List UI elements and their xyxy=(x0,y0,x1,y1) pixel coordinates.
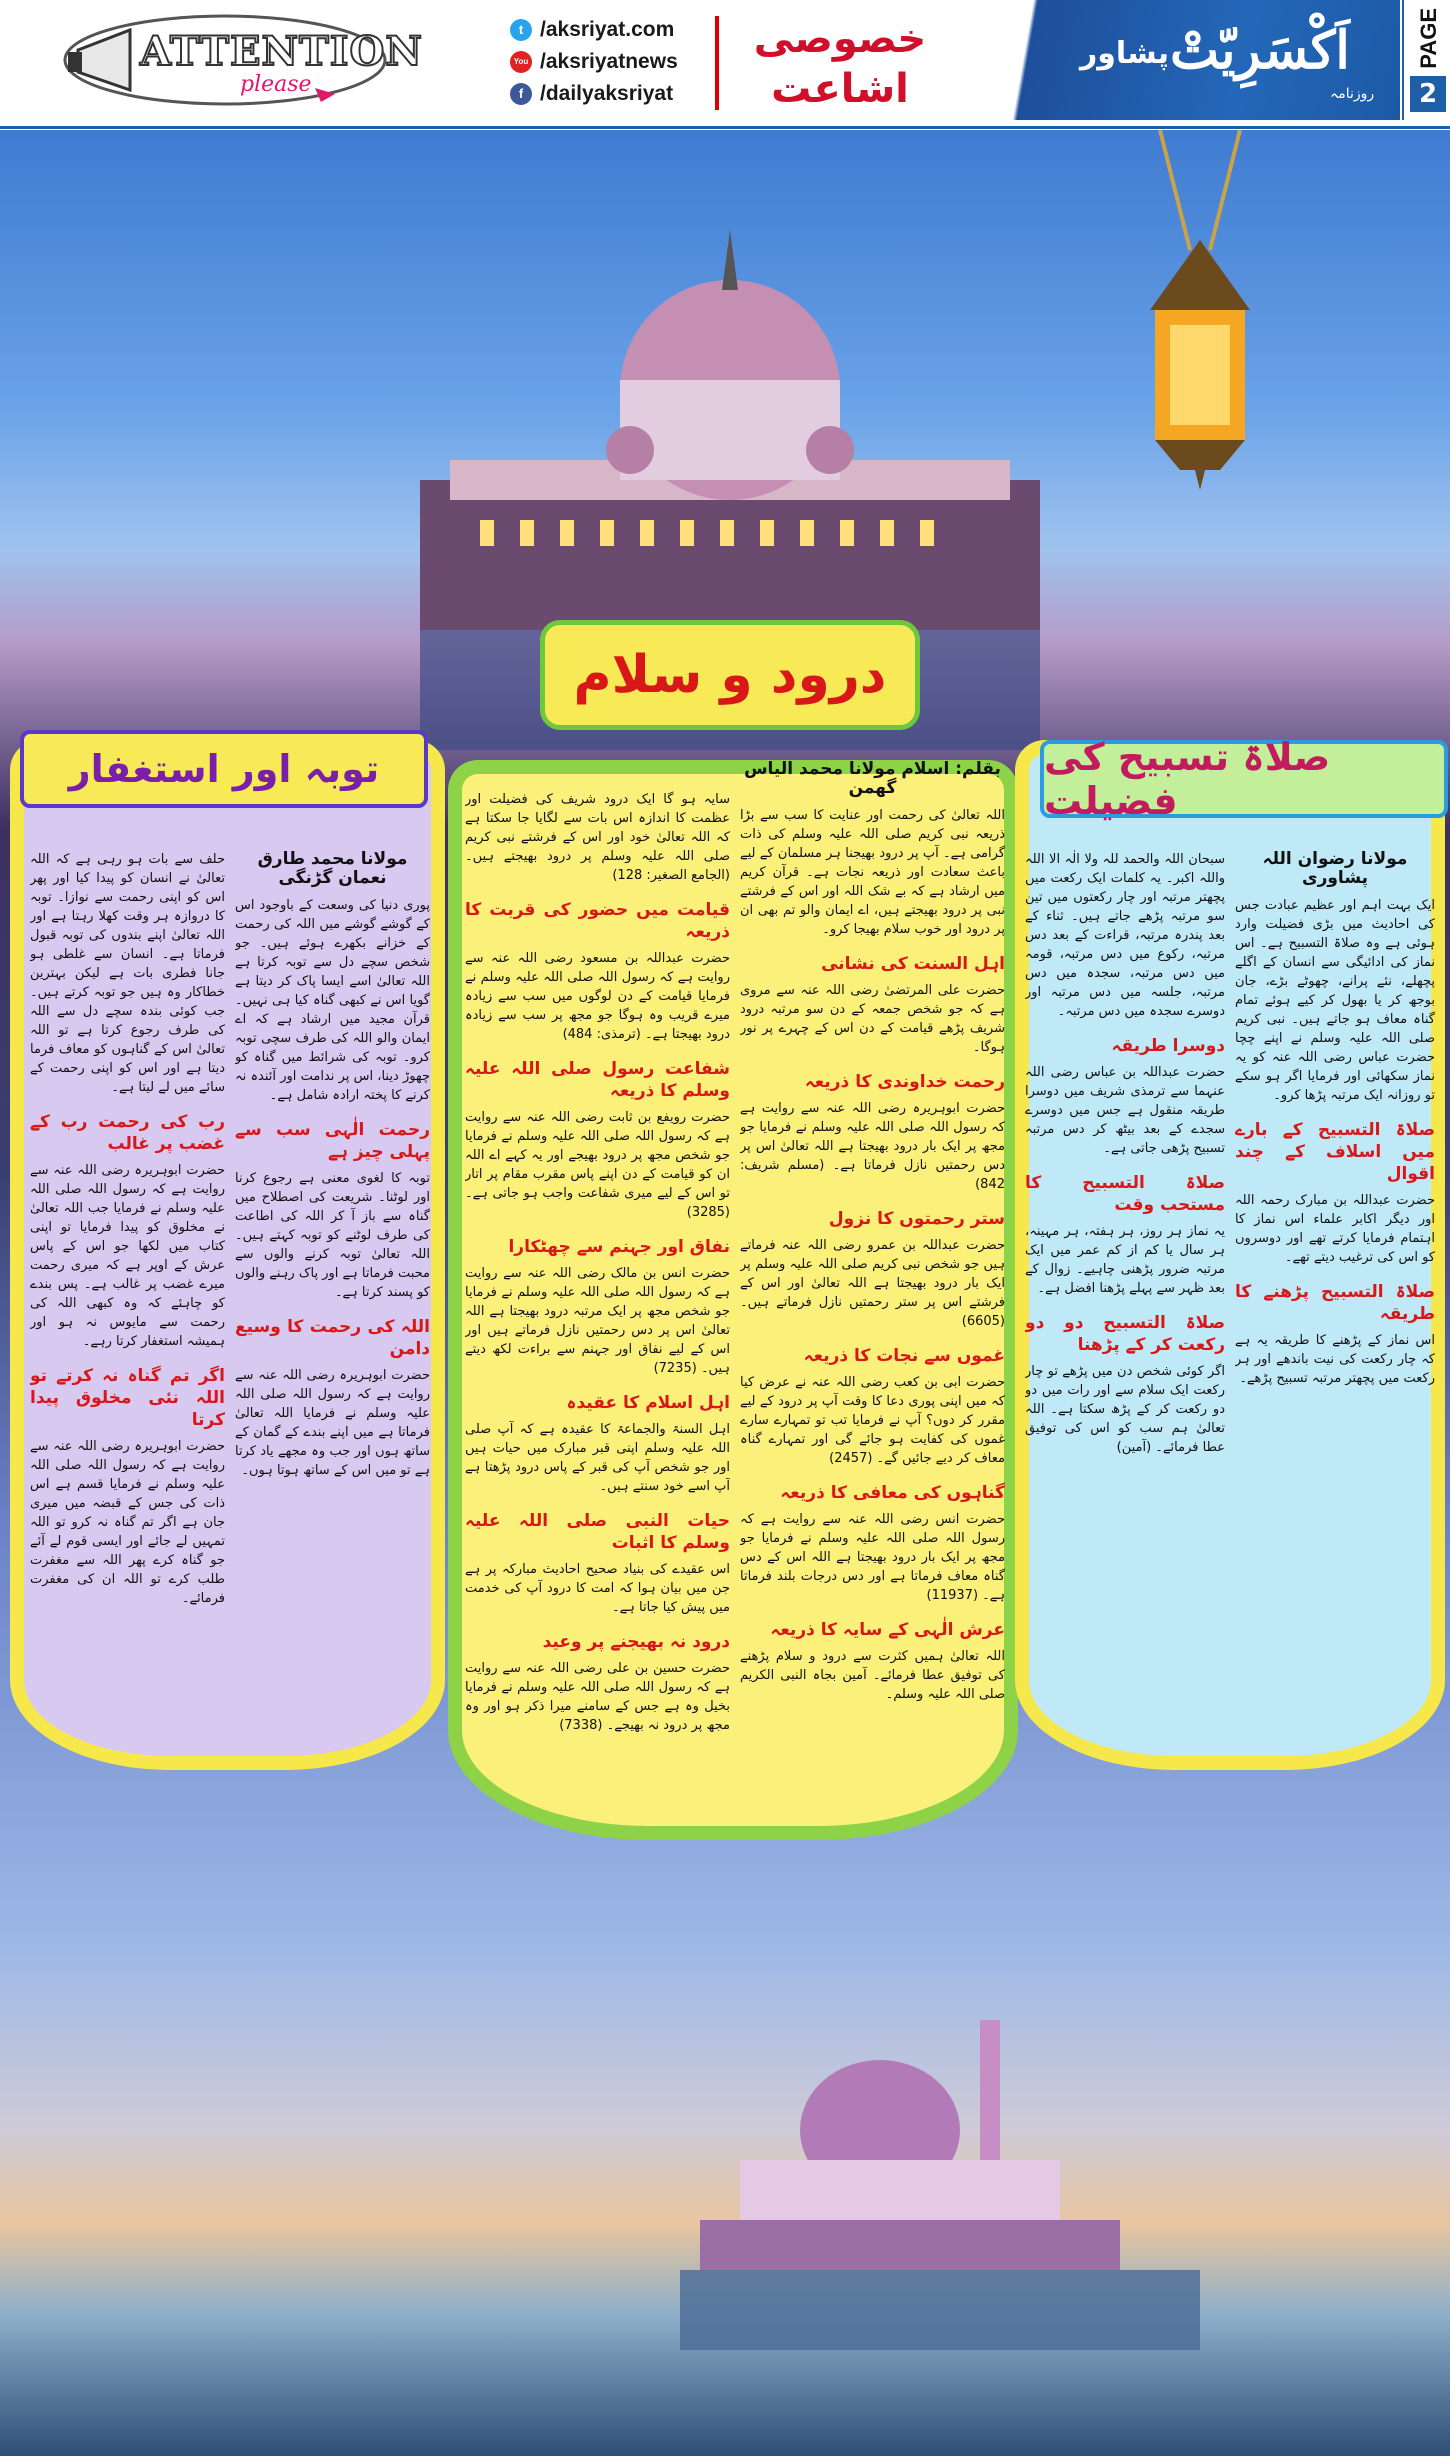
lantern-icon xyxy=(1100,130,1300,570)
tauba-col1-h3: اگر تم گناہ نہ کرتے تو اللہ نئی مخلوق پیدا کرتا xyxy=(30,1366,225,1430)
durood-col2-h7: عرش الٰہی کے سایہ کا ذریعہ xyxy=(770,1620,1005,1640)
durood-byline: بقلم: اسلام مولانا محمد الیاس گھمن xyxy=(744,760,1001,798)
tauba-column-2 xyxy=(235,850,430,1730)
tauba-col2-h2: رحمت الٰہی سب سے پہلی چیز ہے xyxy=(235,1120,430,1162)
tauba-col1-h2: رب کی رحمت رب کے غضب پر غالب xyxy=(30,1112,225,1154)
tasbeeh-col1-h3: صلاۃ التسبیح پڑھنے کا طریقہ xyxy=(1235,1282,1435,1324)
durood-col2-h2: اہل السنت کی نشانی xyxy=(821,954,1005,974)
tasbeeh-column-2 xyxy=(1235,850,1435,1730)
durood-column-2 xyxy=(740,760,1005,1820)
tasbeeh-col1-p1: ایک بہت اہم اور عظیم عبادت جس کی احادیث میں بڑی فضیلت وارد ہوئی ہے وہ صلاۃ التسبیح ہے۔ اس نماز کی ادائیگی سے انسان کے اگلے پچھلے، نئے پرانے، چھوٹے بڑے، جان بوجھ کر یا بھول کر کیے ہوئے تمام گناہ معاف ہو جاتے ہیں۔ نبی کریم صلی اللہ علیہ وسلم نے اپنے چچا حضرت عباس رضی اللہ عنہ کو یہ نماز سکھائی اور فرمایا اگر ہو سکے تو روزانہ ایک مرتبہ پڑھا کرو۔ xyxy=(1235,898,1435,1103)
tauba-col1-p3: حضرت ابوہریرہ رضی اللہ عنہ سے روایت ہے کہ رسول اللہ صلی اللہ علیہ وسلم نے فرمایا قسم ہے اس ذات کی جس کے قبضہ میں میری جان ہے اگر تم گناہ نہ کرو تو اللہ تمہیں لے جائے اور ایسی قوم لے آئے جو گناہ کرے پھر اللہ سے مغفرت طلب کرے تو اللہ ان کی مغفرت فرمائے۔ xyxy=(30,1439,225,1606)
brand-city: پشاور xyxy=(1080,36,1169,71)
durood-col2-p7: اللہ تعالیٰ ہمیں کثرت سے درود و سلام پڑھنے کی توفیق عطا فرمائے۔ آمین بجاہ النبی الکریم صلی اللہ علیہ وسلم۔ xyxy=(740,1649,1005,1702)
section-title-durood: درود و سلام xyxy=(540,620,920,730)
durood-col2-p6: حضرت انس رضی اللہ عنہ سے روایت ہے کہ رسول اللہ صلی اللہ علیہ وسلم نے فرمایا جو مجھ پر ایک بار درود بھیجتا ہے اللہ اس کے دس گناہ معاف فرماتا ہے اور دس درجات بلند فرماتا ہے۔ (11937) xyxy=(740,1512,1005,1603)
tasbeeh-col1-p2: حضرت عبداللہ بن مبارک رحمہ اللہ اور دیگر اکابر علماء اس نماز کا اہتمام فرمایا کرتے تھے اور دوسروں کو اس کی ترغیب دیتے تھے۔ xyxy=(1235,1193,1435,1265)
durood-col1-p1: سایہ ہو گا ایک درود شریف کی فضیلت اور عظمت کا اندازہ اس بات سے لگایا جا سکتا ہے کہ اللہ تعالیٰ خود اور اس کے فرشتے نبی کریم صلی اللہ علیہ وسلم پر درود بھیجتے ہیں۔ (الجامع الصغیر: 128) xyxy=(465,792,730,883)
social-links xyxy=(510,14,730,110)
durood-col2-h5: غموں سے نجات کا ذریعہ xyxy=(803,1346,1005,1366)
masthead xyxy=(0,0,1450,129)
special-line-1: خصوصی xyxy=(753,16,927,62)
tasbeeh-col2-p2: حضرت عبداللہ بن عباس رضی اللہ عنہما سے ترمذی شریف میں دوسرا طریقہ منقول ہے جس میں دوسرے سجدے کے بعد بیٹھ کر دس مرتبہ تسبیح پڑھی جاتی ہے۔ xyxy=(1025,1065,1225,1156)
tauba-byline: مولانا محمد طارق نعمان گڑنگی xyxy=(257,850,408,888)
youtube-handle: /aksriyatnews xyxy=(540,50,678,73)
durood-col1-p4: حضرت انس بن مالک رضی اللہ عنہ سے روایت ہے کہ رسول اللہ صلی اللہ علیہ وسلم نے فرمایا جو شخص مجھ پر ایک مرتبہ درود بھیجتا ہے اللہ تعالیٰ اس پر دس رحمتیں نازل فرماتے ہیں اور اس کے لیے نفاق اور جہنم سے براءت لکھ دیتے ہیں۔ (7235) xyxy=(465,1266,730,1376)
tauba-col2-p2: توبہ کا لغوی معنی ہے رجوع کرنا اور لوٹنا۔ شریعت کی اصطلاح میں گناہ سے باز آ کر اللہ کی اطاعت کی طرف لوٹنے کو توبہ کہتے ہیں۔ اللہ تعالیٰ توبہ کرنے والوں سے محبت فرماتا ہے اور پاک رہنے والوں کو پسند کرتا ہے۔ xyxy=(235,1171,430,1300)
durood-col2-p1: اللہ تعالیٰ کی رحمت اور عنایت کا سب سے بڑا ذریعہ نبی کریم صلی اللہ علیہ وسلم کی ذات گرامی ہے۔ آپ پر درود بھیجنا ہر مسلمان کے لیے باعث سعادت اور ذریعہ نجات ہے۔ قرآن کریم میں ارشاد ہے کہ بے شک اللہ اور اس کے فرشتے نبی پر درود بھیجتے ہیں، اے ایمان والو تم بھی ان پر درود اور خوب سلام بھیجا کرو۔ xyxy=(740,808,1005,937)
durood-col2-h6: گناہوں کی معافی کا ذریعہ xyxy=(780,1483,1005,1503)
tauba-col2-p1: پوری دنیا کی وسعت کے باوجود اس کے گوشے گوشے میں اللہ کی رحمت کے خزانے بکھرے ہوئے ہیں۔ جو شخص سچے دل سے توبہ کرتا ہے اللہ تعالیٰ اسے ایسا پاک کر دیتا ہے گویا اس نے کبھی گناہ کیا ہی نہیں۔ قرآن مجید میں ارشاد ہے کہ اے ایمان والو اللہ کی طرف سچی توبہ کرو۔ توبہ کی شرائط میں گناہ کو چھوڑ دینا، اس پر ندامت اور آئندہ نہ کرنے کا پختہ ارادہ شامل ہے۔ xyxy=(235,898,430,1103)
durood-col2-h3: رحمت خداوندی کا ذریعہ xyxy=(804,1072,1005,1092)
section-title-salat-tasbeeh: صلاۃ تسبیح کی فضیلت xyxy=(1040,740,1448,818)
tasbeeh-col2-h2: دوسرا طریقہ xyxy=(1111,1036,1225,1056)
facebook-handle: /dailyaksriyat xyxy=(540,82,674,105)
durood-col1-p3: حضرت رویفع بن ثابت رضی اللہ عنہ سے روایت ہے کہ رسول اللہ صلی اللہ علیہ وسلم نے فرمایا جو شخص مجھ پر درود بھیجے اور یہ کہے اے اللہ ان کو قیامت کے دن اپنے پاس مقرب مقام پر اتار تو اس کے لیے میری شفاعت واجب ہو جاتی ہے۔ (3285) xyxy=(465,1110,730,1220)
brand-daily: روزنامہ xyxy=(1330,86,1375,102)
tasbeeh-col2-h4: صلاۃ التسبیح دو دو رکعت کر کے پڑھنا xyxy=(1025,1313,1225,1355)
social-youtube[interactable] xyxy=(510,46,730,78)
tauba-col2-p3: حضرت ابوہریرہ رضی اللہ عنہ سے روایت ہے کہ رسول اللہ صلی اللہ علیہ وسلم نے فرمایا اللہ تعالیٰ فرماتا ہے میں اپنے بندے کے گمان کے ساتھ ہوں اور جب وہ مجھے یاد کرتا ہے تو میں اس کے ساتھ ہوتا ہوں۔ xyxy=(235,1368,430,1478)
attention-subtitle: please xyxy=(240,72,312,97)
facebook-icon: f xyxy=(510,83,532,105)
durood-col2-p5: حضرت ابی بن کعب رضی اللہ عنہ نے عرض کیا کہ میں اپنی پوری دعا کا وقت آپ پر درود کے لیے مقرر کر دوں؟ آپ نے فرمایا تب تو تمہارے سارے غموں کی کفایت ہو جائے گی اور تمہارے گناہ معاف کر دیے جائیں گے۔ (2457) xyxy=(740,1375,1005,1466)
attention-please-logo xyxy=(60,10,423,110)
special-edition-label xyxy=(740,14,940,114)
durood-col1-p5: اہل السنۃ والجماعۃ کا عقیدہ ہے کہ آپ صلی اللہ علیہ وسلم اپنی قبر مبارک میں حیات ہیں اور جو شخص آپ کی قبر کے پاس درود پڑھتا ہے آپ اسے خود سنتے ہیں۔ xyxy=(465,1422,730,1494)
masthead-divider xyxy=(715,16,719,110)
tasbeeh-col1-p3: اس نماز کے پڑھنے کا طریقہ یہ ہے کہ چار رکعت کی نیت باندھے اور ہر رکعت میں پچھتر مرتبہ تسبیح پڑھے۔ xyxy=(1235,1333,1435,1386)
section-title-tauba: توبہ اور استغفار xyxy=(20,730,428,808)
tasbeeh-byline: مولانا رضوان اللہ پشاوری xyxy=(1262,850,1408,888)
tauba-col1-p2: حضرت ابوہریرہ رضی اللہ عنہ سے روایت ہے کہ رسول اللہ صلی اللہ علیہ وسلم نے فرمایا جب اللہ تعالیٰ نے مخلوق کو پیدا فرمایا تو اپنی کتاب میں لکھا جو اس کے پاس عرش کے اوپر ہے کہ میری رحمت میرے غضب پر غالب ہے۔ پس بندے کو چاہئے کہ وہ کبھی اللہ کی رحمت سے مایوس نہ ہو اور ہمیشہ استغفار کرتا رہے۔ xyxy=(30,1163,225,1349)
tasbeeh-col1-h2: صلاۃ التسبیح کے بارے میں اسلاف کے چند اقوال xyxy=(1235,1120,1435,1184)
twitter-icon: t xyxy=(510,19,532,41)
tasbeeh-col2-p4: اگر کوئی شخص دن میں پڑھے تو چار رکعت ایک سلام سے اور رات میں دو دو رکعت کر کے پڑھ سکتا ہے۔ اللہ تعالیٰ ہم سب کو اس کی توفیق عطا فرمائے۔ (آمین) xyxy=(1025,1364,1225,1455)
twitter-handle: /aksriyat.com xyxy=(540,18,675,41)
mosque-illustration-bottom xyxy=(680,2010,1200,2350)
durood-col1-h4: نفاق اور جہنم سے چھٹکارا xyxy=(508,1237,730,1257)
durood-col1-h7: درود نہ بھیجنے پر وعید xyxy=(542,1632,730,1652)
newspaper-logo: اَکْسَرِیّتْ xyxy=(1170,20,1350,81)
social-facebook[interactable] xyxy=(510,78,730,110)
durood-column-1 xyxy=(465,790,730,1870)
tauba-col2-h3: اللہ کی رحمت کا وسیع دامن xyxy=(235,1317,430,1359)
durood-col2-h4: ستر رحمتوں کا نزول xyxy=(828,1209,1005,1229)
social-twitter[interactable] xyxy=(510,14,730,46)
youtube-icon: You xyxy=(510,51,532,73)
durood-col1-h6: حیات النبی صلی اللہ علیہ وسلم کا اثبات xyxy=(465,1511,730,1553)
special-line-2: اشاعت xyxy=(771,66,909,112)
tasbeeh-col2-p3: یہ نماز ہر روز، ہر ہفتہ، ہر مہینہ، ہر سال یا کم از کم عمر میں ایک مرتبہ ضرور پڑھنی چاہیے۔ زوال کے بعد ظہر سے پہلے پڑھنا افضل ہے۔ xyxy=(1025,1224,1225,1296)
durood-col1-h5: اہل اسلام کا عقیدہ xyxy=(566,1393,730,1413)
tasbeeh-column-1 xyxy=(1025,850,1225,1730)
tasbeeh-col2-p1: سبحان اللہ والحمد للہ ولا الٰہ الا اللہ واللہ اکبر۔ یہ کلمات ایک رکعت میں پچھتر مرتبہ اور چار رکعتوں میں تین سو مرتبہ پڑھے جاتے ہیں۔ ثناء کے بعد پندرہ مرتبہ، قراءت کے بعد دس مرتبہ، رکوع میں دس مرتبہ، قومہ میں دس مرتبہ، سجدہ میں دس مرتبہ، جلسہ میں دس مرتبہ اور دوسرے سجدہ میں دس مرتبہ۔ xyxy=(1025,852,1225,1019)
durood-col1-h3: شفاعت رسول صلی اللہ علیہ وسلم کا ذریعہ xyxy=(465,1059,730,1101)
durood-col1-p2: حضرت عبداللہ بن مسعود رضی اللہ عنہ سے روایت ہے کہ رسول اللہ صلی اللہ علیہ وسلم نے فرمایا قیامت کے دن لوگوں میں سب سے زیادہ میرے قریب وہ ہوگا جو مجھ پر سب سے زیادہ درود بھیجتا ہے۔ (ترمذی: 484) xyxy=(465,951,730,1042)
page-indicator xyxy=(1402,0,1450,120)
durood-col1-p7: حضرت حسین بن علی رضی اللہ عنہ سے روایت ہے کہ رسول اللہ صلی اللہ علیہ وسلم نے فرمایا بخیل وہ ہے جس کے سامنے میرا ذکر ہو اور وہ مجھ پر درود نہ بھیجے۔ (7338) xyxy=(465,1661,730,1733)
durood-col1-h2: قیامت میں حضور کی قربت کا ذریعہ xyxy=(465,900,730,942)
attention-title: ATTENTION xyxy=(140,28,423,75)
tauba-column-1 xyxy=(30,850,225,1730)
tauba-col1-p1: حلف سے بات ہو رہی ہے کہ اللہ تعالیٰ نے انسان کو پیدا کیا اور پھر اس کو اپنی رحمت سے نوازا۔ توبہ کا دروازہ ہر وقت کھلا رہتا ہے اور اللہ تعالیٰ اپنے بندوں کی توبہ قبول فرماتا ہے۔ انسان سے غلطی ہو جانا فطری بات ہے لیکن بہترین خطاکار وہ ہیں جو توبہ کرتے ہیں۔ جب کوئی بندہ سچے دل سے اللہ کی طرف رجوع کرتا ہے تو اللہ تعالیٰ اس کے گناہوں کو معاف فرما دیتا ہے اور اس کو اپنی رحمت کے سائے میں لے لیتا ہے۔ xyxy=(30,852,225,1095)
durood-col2-p4: حضرت عبداللہ بن عمرو رضی اللہ عنہ فرماتے ہیں جو شخص نبی کریم صلی اللہ علیہ وسلم پر ایک بار درود بھیجتا ہے اللہ تعالیٰ اور اس کے فرشتے اس پر ستر رحمتیں نازل فرماتے ہیں۔ (6605) xyxy=(740,1238,1005,1329)
page-label: PAGE xyxy=(1416,8,1441,69)
page-number: 2 xyxy=(1410,76,1446,112)
tasbeeh-col2-h3: صلاۃ التسبیح کا مستحب وقت xyxy=(1025,1173,1225,1215)
durood-col1-p6: اس عقیدے کی بنیاد صحیح احادیث مبارکہ پر ہے جن میں بیان ہوا کہ امت کا درود آپ کی خدمت میں پیش کیا جاتا ہے۔ xyxy=(465,1562,730,1615)
durood-col2-p3: حضرت ابوہریرہ رضی اللہ عنہ سے روایت ہے کہ رسول اللہ صلی اللہ علیہ وسلم نے فرمایا جو مجھ پر ایک بار درود بھیجتا ہے اللہ تعالیٰ اس پر دس رحمتیں نازل فرماتا ہے۔ (مسلم شریف: 842) xyxy=(740,1101,1005,1192)
durood-col2-p2: حضرت علی المرتضیٰ رضی اللہ عنہ سے مروی ہے کہ جو شخص جمعہ کے دن سو مرتبہ درود شریف پڑھے قیامت کے دن اس کے چہرے پر نور ہوگا۔ xyxy=(740,983,1005,1055)
